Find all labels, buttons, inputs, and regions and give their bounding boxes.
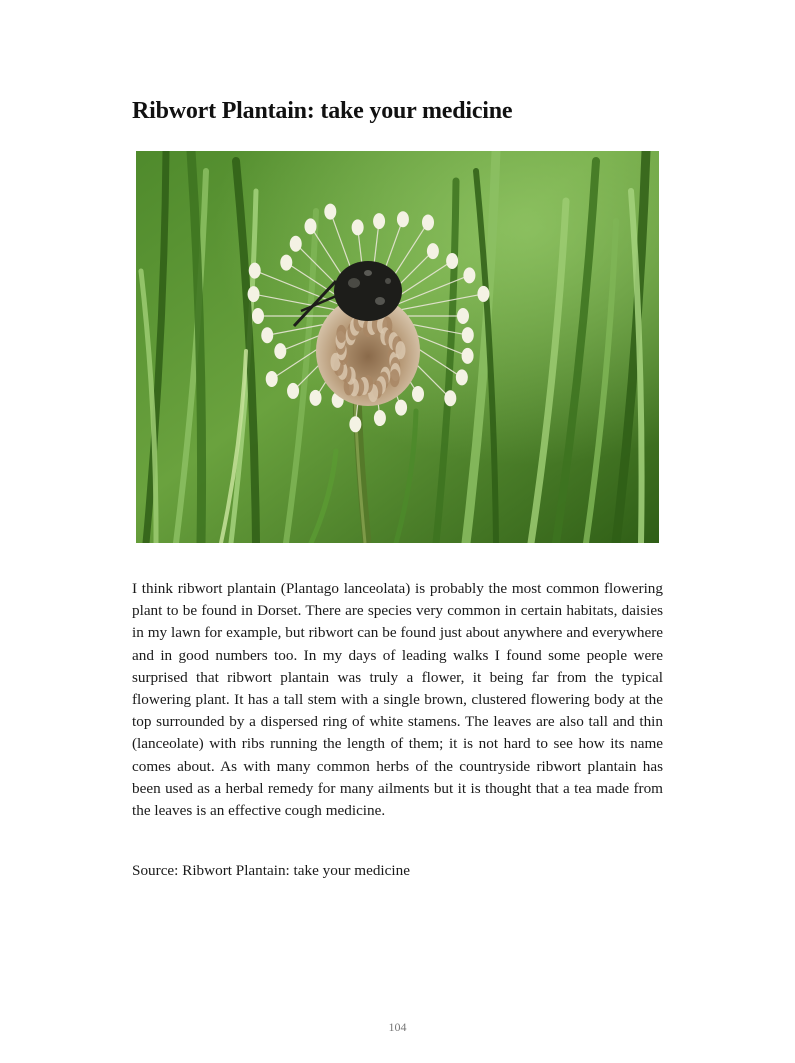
plantain-photo-illustration (136, 151, 659, 543)
page-number: 104 (388, 1020, 407, 1034)
source-citation: Source: Ribwort Plantain: take your medicine (132, 862, 410, 879)
page-title: Ribwort Plantain: take your medicine (132, 98, 513, 124)
body-paragraph: I think ribwort plantain (Plantago lanceolata) is probably the most common flowering plant to be found in Dorset. There are species very common in certain habitats, daisies in my lawn for example, but ribwort can be found just about anywhere and everywhere and in good numbers too. In my days of leading walks I found some people were surprised that ribwort plantain was truly a flower, it being far from the typical flowering plant. It has a tall stem with a single brown, clustered flowering body at the top surrounded by a dispersed ring of white stamens. The leaves are also tall and thin (lanceolate) with ribs running the length of them; it is not hard to see how its name comes about. As with many common herbs of the countryside ribwort plantain has been used as a herbal remedy for many ailments but it is thought that a tea made from the leaves is an effective cough medicine. (132, 580, 663, 820)
plantain-photo (136, 151, 659, 543)
